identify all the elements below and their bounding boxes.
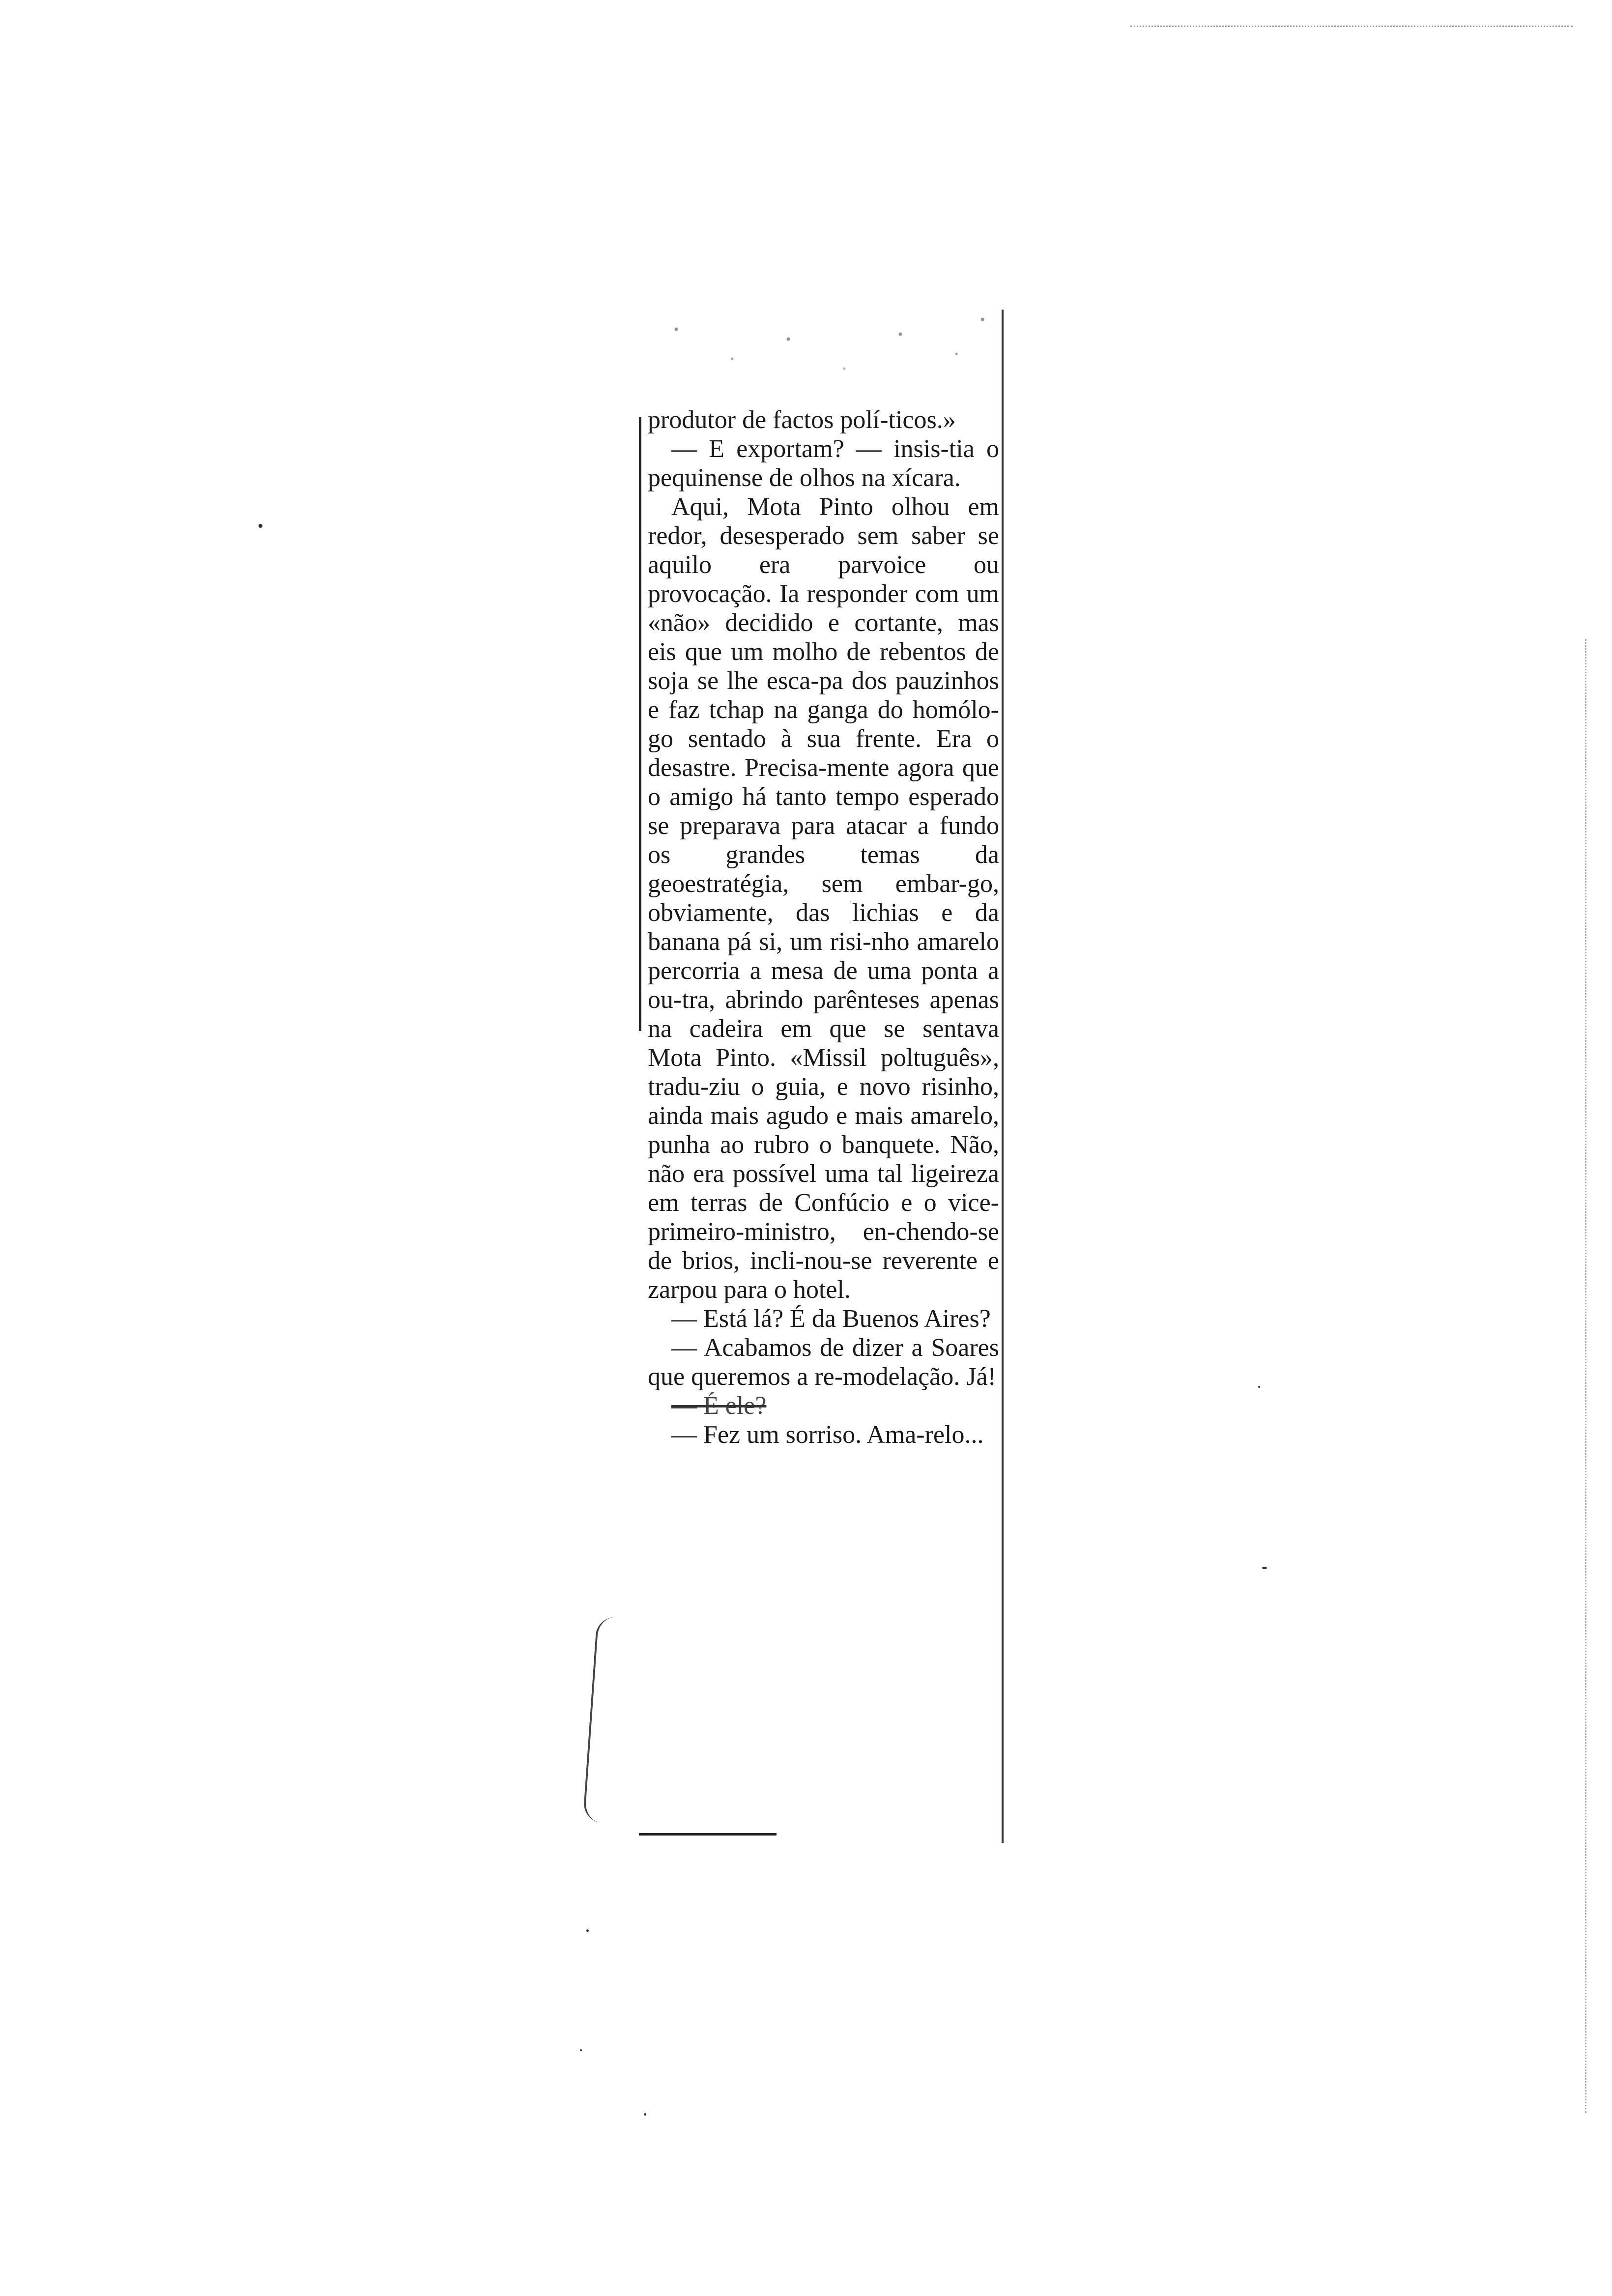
article-paragraph: produtor de factos polí-ticos.» — [648, 406, 956, 434]
scan-noise-top — [1130, 26, 1573, 31]
article-paragraph: — E exportam? — insis-tia o pequinense de olhos na xícara. — [648, 435, 999, 492]
article-paragraph: — Acabamos de dizer a Soares que queremos a re-modelação. Já! — [648, 1334, 999, 1391]
article-end-rule — [639, 1833, 777, 1836]
article-paragraph: — Está lá? É da Buenos Aires? — [671, 1305, 991, 1333]
column-right-rule — [1002, 310, 1004, 1843]
article-paragraph: Aqui, Mota Pinto olhou em redor, desesperado sem saber se aquilo era parvoice ou provocação. Ia responder com um «não» decidido e cortante, mas eis que um molho de rebentos de soja se lhe esca-pa dos pauzinhos e faz tchap na ganga do homólo-go sentado à sua frente. Era o desastre. Precisa-mente agora que o amigo há tanto tempo esperado se preparava para atacar a fundo os grandes temas da geoestratégia, sem embar-go, obviamente, das lichias e da banana pá si, um risi-nho amarelo percorria a mesa de uma ponta a ou-tra, abrindo parênteses apenas na cadeira em que se sentava Mota Pinto. «Missil poltuguês», tradu-ziu o guia, e novo risinho, ainda mais agudo e mais amarelo, punha ao rubro o banquete. Não, não era possível uma tal ligeireza em terras de Confúcio e o vice-primeiro-ministro, en-chendo-se de brios, incli-nou-se reverente e zarpou para o hotel. — [648, 493, 999, 1304]
article-paragraph: — É ele? — [671, 1392, 767, 1420]
clipping-header-noise — [639, 300, 1012, 398]
article-paragraph: — Fez um sorriso. Ama-relo... — [671, 1421, 984, 1449]
article-column — [648, 405, 999, 1449]
newspaper-clipping — [639, 295, 1012, 1867]
scan-noise-right-edge — [1585, 639, 1588, 2113]
column-left-rule — [639, 417, 641, 1031]
handwritten-pen-mark — [582, 1616, 633, 1824]
